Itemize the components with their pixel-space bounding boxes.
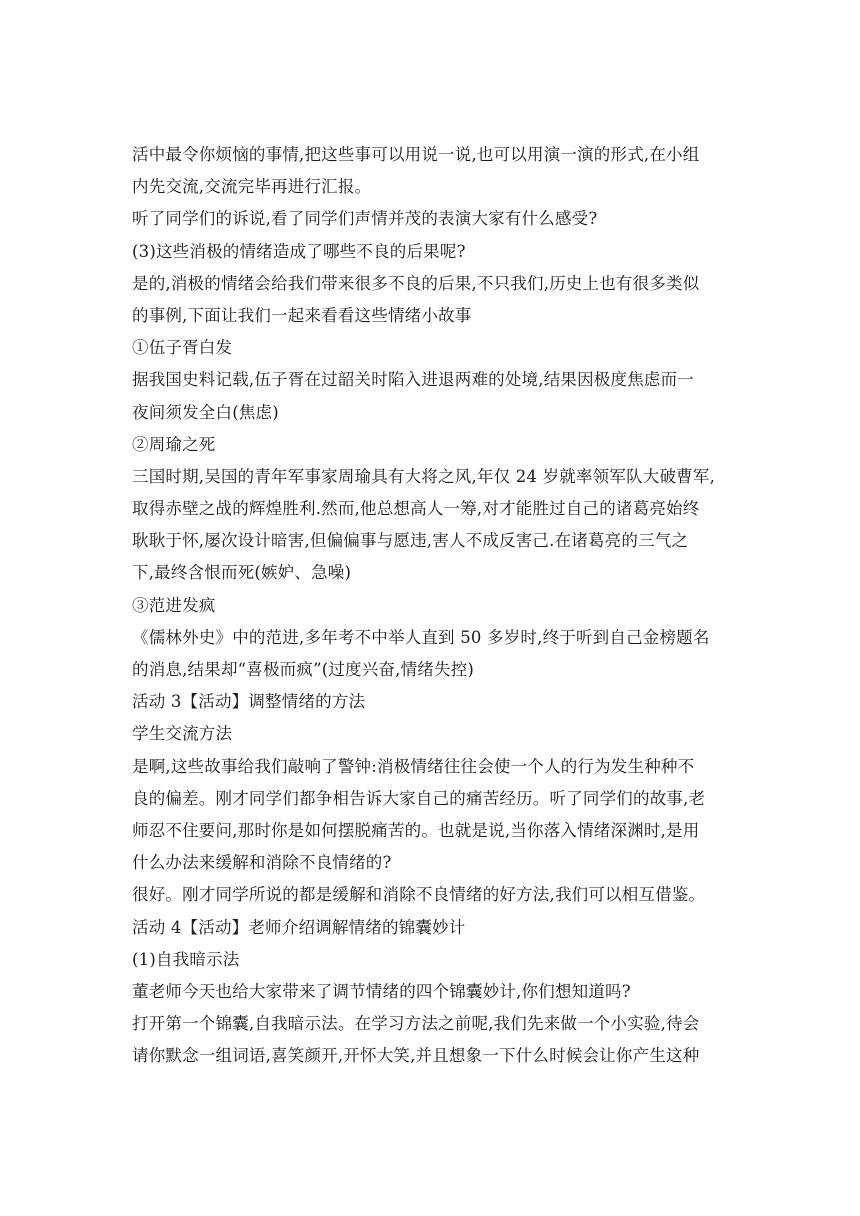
text-line: 三国时期,吴国的青年军事家周瑜具有大将之风,年仅 24 岁就率领军队大破曹军,: [132, 466, 716, 486]
text-line: 下,最终含恨而死(嫉妒、急噪): [132, 563, 352, 583]
text-line: 是啊,这些故事给我们敲响了警钟:消极情绪往往会使一个人的行为发生种种不: [132, 756, 695, 776]
text-line: 打开第一个锦囊,自我暗示法。在学习方法之前呢,我们先来做一个小实验,待会: [132, 1014, 700, 1034]
text-line: 内先交流,交流完毕再进行汇报。: [132, 177, 372, 197]
text-line: 据我国史料记载,伍子胥在过韶关时陷入进退两难的处境,结果因极度焦虑而一: [132, 370, 694, 390]
text-line: ②周瑜之死: [132, 434, 216, 454]
document-body: [132, 139, 742, 1072]
text-line: 董老师今天也给大家带来了调节情绪的四个锦囊妙计,你们想知道吗?: [132, 981, 631, 1001]
text-line: 师忍不住要问,那时你是如何摆脱痛苦的。也就是说,当你落入情绪深渊时,是用: [132, 820, 700, 840]
text-line: (3)这些消极的情绪造成了哪些不良的后果呢?: [132, 241, 466, 261]
text-line: 取得赤壁之战的辉煌胜利.然而,他总想高人一筹,对才能胜过自己的诸葛亮始终: [132, 499, 700, 519]
text-line: 的消息,结果却“喜极而疯”(过度兴奋,情绪失控): [132, 660, 475, 679]
text-line: 《儒林外史》中的范进,多年考不中举人直到 50 多岁时,终于听到自己金榜题名: [132, 627, 710, 647]
text-line: 是的,消极的情绪会给我们带来很多不良的后果,不只我们,历史上也有很多类似: [132, 273, 700, 293]
text-line: 良的偏差。刚才同学们都争相告诉大家自己的痛苦经历。听了同学们的故事,老: [132, 788, 706, 808]
text-line: 耿耿于怀,屡次设计暗害,但偏偏事与愿违,害人不成反害己.在诸葛亮的三气之: [132, 531, 689, 551]
text-line: 听了同学们的诉说,看了同学们声情并茂的表演大家有什么感受?: [132, 209, 598, 229]
text-line: 夜间须发全白(焦虑): [132, 402, 279, 422]
text-line: ①伍子胥白发: [132, 338, 233, 358]
text-line: 活中最令你烦恼的事情,把这些事可以用说一说,也可以用演一演的形式,在小组: [132, 145, 700, 164]
text-line: 活动 3【活动】调整情绪的方法: [132, 692, 366, 712]
text-line: 的事例,下面让我们一起来看看这些情绪小故事: [132, 305, 472, 325]
text-line: ③范进发疯: [132, 595, 216, 615]
text-line: 活动 4【活动】老师介绍调解情绪的锦囊妙计: [132, 917, 466, 937]
text-line: 请你默念一组词语,喜笑颜开,开怀大笑,并且想象一下什么时候会让你产生这种: [132, 1046, 700, 1066]
text-line: 很好。刚才同学所说的都是缓解和消除不良情绪的好方法,我们可以相互借鉴。: [132, 885, 706, 905]
text-line: 学生交流方法: [132, 724, 233, 744]
text-line: 什么办法来缓解和消除不良情绪的?: [132, 853, 392, 873]
text-line: (1)自我暗示法: [132, 949, 240, 969]
